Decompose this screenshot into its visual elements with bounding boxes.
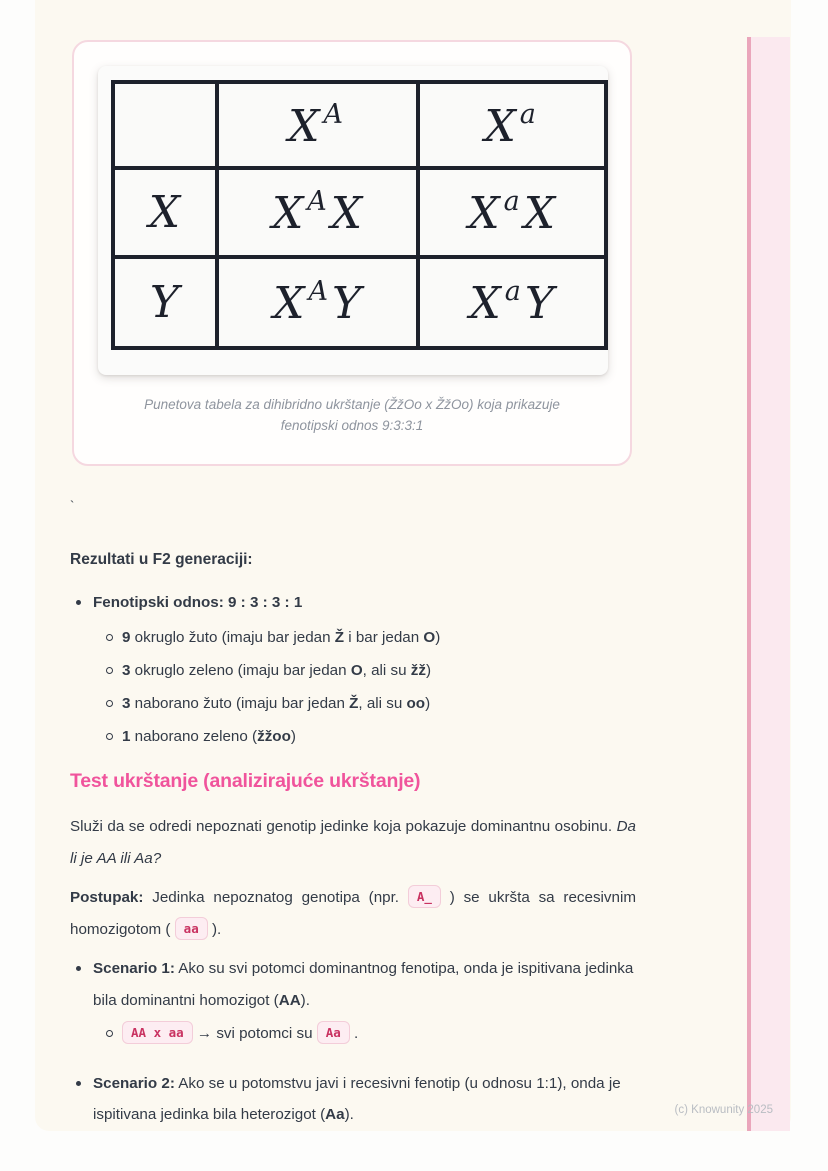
bold-text: Postupak: [70, 889, 144, 906]
cell-sup: a [503, 186, 520, 217]
inline-code-badge: A_ [408, 885, 441, 908]
bullet-icon [76, 1081, 81, 1086]
table-row [113, 168, 606, 257]
cell-text: X [288, 100, 321, 152]
bold-text: oo [406, 695, 426, 712]
table-cell [418, 82, 606, 168]
ratio-list [70, 590, 636, 757]
cell-text: X [273, 278, 306, 329]
cell-sup: A [323, 98, 343, 130]
bold-text: O [350, 662, 363, 679]
list-item-text: Fenotipski odnos: 9 : 3 : 3 : 1 [93, 594, 303, 611]
cell-text: Y [331, 278, 362, 329]
punnett-image [98, 66, 608, 375]
caption-line: fenotipski odnos 9:3:3:1 [280, 418, 424, 433]
bold-text: Ž [334, 629, 345, 646]
table-cell [113, 82, 217, 168]
list-item [70, 625, 636, 651]
cell-text: X [523, 188, 557, 239]
table-cell [418, 257, 606, 348]
bold-text: 1 [122, 728, 131, 745]
cell-sup: a [519, 98, 536, 130]
cell-sup: a [504, 276, 521, 307]
text: Ako su svi potomci dominantnog fenotipa, onda je ispitivana jedinka bila dominantni homozigot ( [93, 960, 634, 1009]
table-row [113, 82, 606, 168]
table-cell [217, 168, 419, 257]
text: ) [425, 695, 431, 712]
bold-text: AA [278, 991, 301, 1009]
bold-text: 9 [122, 629, 131, 646]
table-cell [418, 168, 606, 257]
text: ) se ukršta sa recesivnim homozigotom ( [70, 889, 636, 938]
table-cell [113, 257, 217, 348]
text: → svi potomci su [192, 1025, 317, 1042]
section-heading-test-ukrstanje: Test ukrštanje (analizirajuće ukrštanje) [70, 770, 421, 792]
cell-sup: A [307, 186, 327, 217]
bold-text: Ž [349, 695, 359, 712]
italic-text: Da li je AA ili Aa? [70, 818, 636, 867]
text: , ali su [362, 662, 411, 679]
results-heading: Rezultati u F2 generaciji: [70, 551, 253, 568]
text: ). [344, 1106, 354, 1123]
text: ) [425, 662, 432, 679]
text: naborano zeleno ( [130, 728, 258, 745]
inline-code-badge: AA x aa [122, 1021, 193, 1044]
cell-text: X [330, 188, 364, 239]
text: Ako se u potomstvu javi i recesivni fenotip (u odnosu 1:1), onda je ispitivana jedinka bila heterozigot ( [93, 1074, 621, 1123]
scenario-list [70, 953, 636, 1131]
text: ) [290, 728, 296, 745]
bold-text: Scenario 2: [93, 1074, 175, 1092]
bullet-icon [76, 966, 81, 971]
accent-bar [747, 37, 790, 1131]
circle-bullet-icon [106, 634, 113, 641]
list-item [70, 691, 636, 717]
inline-code-badge: aa [175, 917, 208, 940]
text: naborano žuto (imaju bar jedan [130, 695, 350, 712]
list-item [70, 724, 636, 750]
inline-code-badge: Aa [317, 1021, 350, 1044]
table-row [113, 257, 606, 348]
cell-text: X [468, 188, 501, 239]
stray-backtick: ` [70, 498, 75, 513]
cell-text: X [148, 187, 182, 238]
paragraph [70, 811, 636, 874]
text: , ali su [358, 695, 407, 712]
text: . [349, 1025, 359, 1042]
punnett-table [111, 80, 608, 350]
text: Jedinka nepoznatog genotipa (npr. [143, 889, 408, 906]
bold-text: Aa [325, 1106, 345, 1123]
cell-sup: A [308, 276, 328, 307]
paragraph-postupak [70, 882, 636, 945]
cell-text: X [271, 188, 305, 239]
copyright-footer: (c) Knowunity 2025 [674, 1104, 773, 1116]
table-cell [113, 168, 217, 257]
list-item-scenario-1-example [70, 1018, 636, 1050]
bold-text: žž [410, 662, 426, 679]
text: ). [300, 991, 310, 1009]
figure-caption [94, 394, 610, 436]
bold-text: žžoo [257, 728, 291, 745]
circle-bullet-icon [106, 733, 113, 740]
cell-text: X [469, 278, 502, 329]
circle-bullet-icon [106, 1030, 113, 1037]
circle-bullet-icon [106, 667, 113, 674]
list-item-scenario-2 [70, 1068, 636, 1131]
list-item [70, 658, 636, 684]
text: ). [207, 920, 222, 938]
table-cell [217, 257, 419, 348]
list-item [70, 590, 636, 616]
list-item-scenario-1 [70, 953, 636, 1016]
text: okruglo zeleno (imaju bar jedan [130, 662, 351, 679]
text: ) [435, 629, 441, 646]
bold-text: O [423, 629, 436, 646]
circle-bullet-icon [106, 700, 113, 707]
table-cell [217, 82, 419, 168]
text: i bar jedan [344, 629, 424, 646]
cell-text: Y [524, 278, 555, 329]
cell-text: Y [149, 277, 180, 328]
cell-text: X [484, 100, 517, 152]
text: okruglo žuto (imaju bar jedan [130, 629, 335, 646]
bold-text: 3 [122, 695, 131, 712]
caption-line: Punetova tabela za dihibridno ukrštanje (ŽžOo x ŽžOo) koja prikazuje [144, 397, 560, 412]
bullet-icon [76, 600, 81, 605]
figure-card [72, 40, 632, 466]
bold-text: Scenario 1: [93, 960, 175, 977]
bold-text: 3 [122, 662, 131, 679]
text: Služi da se odredi nepoznati genotip jedinke koja pokazuje dominantnu osobinu. [70, 818, 617, 835]
